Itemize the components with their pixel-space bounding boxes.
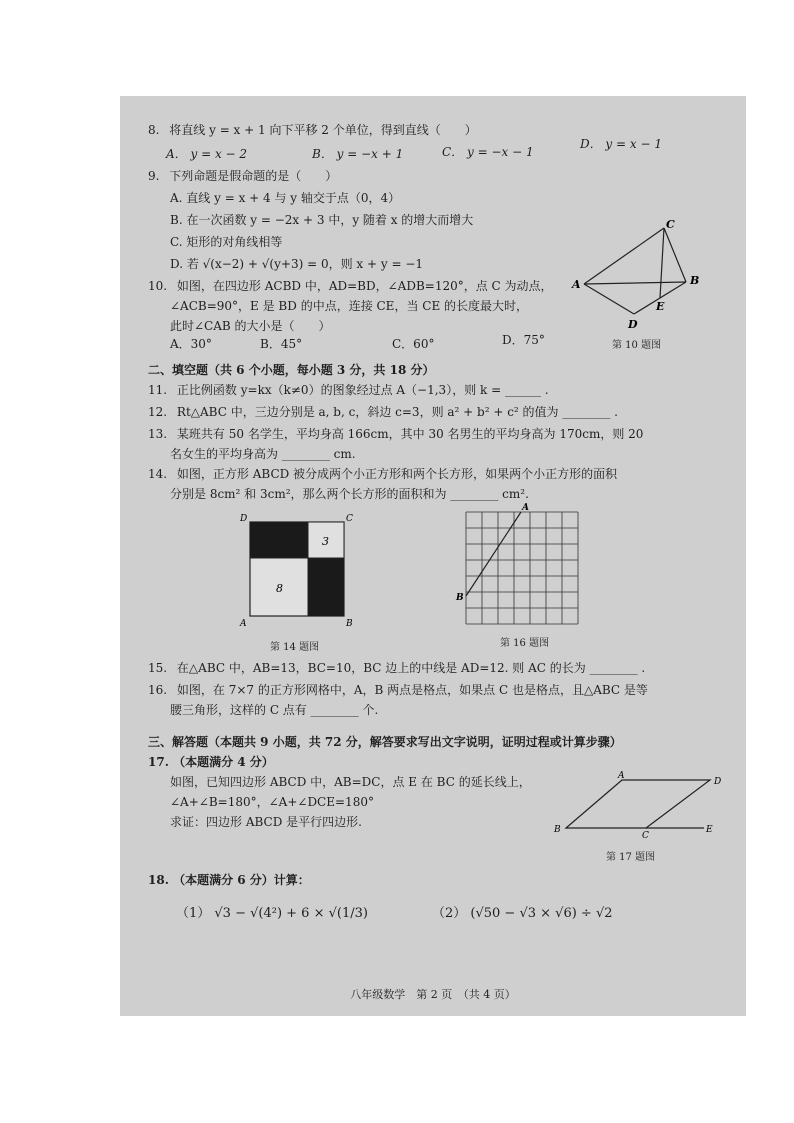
q10-number: 10. bbox=[148, 279, 168, 293]
q10-option-b: B．45° bbox=[260, 337, 303, 351]
q16-label-b: B bbox=[456, 593, 464, 603]
q10-figure bbox=[566, 218, 706, 338]
q16-text-1: 如图，在 7×7 的正方形网格中，A，B 两点是格点，如果点 C 也是格点，且△ABC 是等 bbox=[176, 683, 648, 697]
q18-part2: （2） (√50 − √3 × √6) ÷ √2 bbox=[432, 906, 613, 921]
q17-line1: 如图，已知四边形 ABCD 中，AB=DC，点 E 在 BC 的延长线上， bbox=[170, 775, 531, 789]
q10-segment-cb bbox=[664, 228, 686, 282]
q10-option-c: C．60° bbox=[392, 337, 435, 351]
q8-text: 将直线 y = x + 1 向下平移 2 个单位，得到直线（ ） bbox=[169, 123, 477, 137]
q8-number: 8. bbox=[148, 123, 160, 137]
section-3-heading: 三、解答题（本题共 9 小题，共 72 分，解答要求写出文字说明，证明过程或计算步骤） bbox=[148, 735, 622, 749]
q13-line1 bbox=[148, 426, 643, 442]
q10-caption: 第 10 题图 bbox=[612, 340, 662, 351]
q8-option-b: B． y = −x + 1 bbox=[312, 147, 404, 161]
q14-label-c: C bbox=[346, 514, 353, 524]
q17-label-b: B bbox=[554, 825, 561, 835]
q16-caption: 第 16 题图 bbox=[500, 638, 550, 649]
q10-label-b: B bbox=[690, 274, 700, 287]
q8-option-a: A． y = x − 2 bbox=[166, 147, 248, 161]
q14-rectangle-top bbox=[250, 522, 308, 558]
q9-option-d: D. 若 √(x−2) + √(y+3) = 0，则 x + y = −1 bbox=[170, 257, 424, 271]
q10-label-d: D bbox=[628, 318, 638, 331]
q15-number: 15. bbox=[148, 661, 168, 675]
q10-label-c: C bbox=[666, 218, 675, 231]
q17-number: 17. bbox=[148, 755, 169, 769]
q17-heading bbox=[148, 754, 274, 770]
q17-figure bbox=[546, 768, 742, 840]
q16-line1 bbox=[148, 682, 648, 698]
q11-number: 11. bbox=[148, 383, 168, 397]
q14-text-1: 如图，正方形 ABCD 被分成两个小正方形和两个长方形，如果两个小正方形的面积 bbox=[176, 467, 618, 481]
q16-label-a: A bbox=[522, 503, 529, 513]
q9-option-c: C. 矩形的对角线相等 bbox=[170, 235, 283, 249]
q16-number: 16. bbox=[148, 683, 168, 697]
q10-line3: 此时∠CAB 的大小是（ ） bbox=[170, 319, 331, 333]
q17-label-a: A bbox=[618, 771, 625, 781]
q9-stem bbox=[148, 168, 337, 184]
q18-heading bbox=[148, 872, 310, 888]
q16-segment-ab bbox=[466, 512, 521, 596]
exam-page bbox=[120, 96, 746, 1016]
q8-option-d: D． y = x − 1 bbox=[580, 137, 662, 151]
q10-option-a: A．30° bbox=[170, 337, 212, 351]
q13-text-1: 某班共有 50 名学生，平均身高 166cm，其中 30 名男生的平均身高为 170cm，则 20 bbox=[176, 427, 644, 441]
section-2-heading: 二、填空题（共 6 个小题，每小题 3 分，共 18 分） bbox=[148, 363, 435, 377]
q10-line2: ∠ACB=90°，E 是 BD 的中点，连接 CE，当 CE 的长度最大时， bbox=[170, 299, 529, 313]
q12-number: 12. bbox=[148, 405, 168, 419]
q10-line1 bbox=[148, 278, 553, 294]
q17-line3: 求证：四边形 ABCD 是平行四边形. bbox=[170, 815, 362, 829]
q14-label-a: A bbox=[240, 619, 247, 628]
q10-segment-ad bbox=[584, 284, 634, 314]
q17-line2: ∠A+∠B=180°，∠A+∠DCE=180° bbox=[170, 795, 374, 809]
q14-number: 14. bbox=[148, 467, 168, 481]
q14-line2: 分别是 8cm² 和 3cm²，那么两个长方形的面积和为 ________ cm². bbox=[170, 487, 529, 501]
q17-parallelogram bbox=[566, 780, 710, 828]
q17-label-d: D bbox=[714, 777, 722, 787]
q17-label-e: E bbox=[706, 825, 713, 835]
q13-line2: 名女生的平均身高为 ________ cm. bbox=[170, 447, 356, 461]
q16-grid bbox=[466, 512, 578, 624]
q14-rectangle-right bbox=[308, 558, 344, 616]
q15 bbox=[148, 660, 645, 676]
q9-option-a: A. 直线 y = x + 4 与 y 轴交于点（0，4） bbox=[170, 191, 401, 205]
q15-text: 在△ABC 中，AB=13，BC=10，BC 边上的中线是 AD=12. 则 AC 的长为 ________ . bbox=[176, 661, 646, 675]
q18-score: （本题满分 6 分）计算： bbox=[173, 873, 310, 887]
q17-score: （本题满分 4 分） bbox=[173, 755, 274, 769]
q14-label-d: D bbox=[240, 514, 248, 524]
q12-text: Rt△ABC 中，三边分别是 a, b, c，斜边 c=3，则 a² + b² + c² 的值为 ________ . bbox=[176, 405, 618, 419]
q11 bbox=[148, 382, 549, 398]
q9-option-b: B. 在一次函数 y = −2x + 3 中，y 随着 x 的增大而增大 bbox=[170, 213, 474, 227]
q18-number: 18. bbox=[148, 873, 169, 887]
q10-segment-ac bbox=[584, 228, 664, 284]
q10-label-a: A bbox=[572, 278, 581, 291]
q8-stem bbox=[148, 122, 477, 138]
q14-label-b: B bbox=[346, 619, 353, 628]
q13-number: 13. bbox=[148, 427, 168, 441]
q14-area-big: 8 bbox=[276, 582, 283, 595]
q10-label-e: E bbox=[656, 300, 665, 313]
q8-option-c: C． y = −x − 1 bbox=[442, 145, 534, 159]
q14-area-small: 3 bbox=[322, 535, 329, 548]
q14-line1 bbox=[148, 466, 617, 482]
q9-number: 9. bbox=[148, 169, 160, 183]
q10-option-d: D．75° bbox=[502, 333, 545, 347]
q17-label-c: C bbox=[642, 831, 649, 840]
page-footer: 八年级数学 第 2 页 （共 4 页） bbox=[350, 988, 516, 1001]
q10-segment-ce bbox=[660, 228, 664, 298]
q18-part1: （1） √3 − √(4²) + 6 × √(1/3) bbox=[176, 906, 368, 921]
q12 bbox=[148, 404, 618, 420]
q17-caption: 第 17 题图 bbox=[606, 852, 656, 863]
q16-line2: 腰三角形，这样的 C 点有 ________ 个. bbox=[170, 703, 379, 717]
q10-segment-ab bbox=[584, 282, 686, 284]
q11-text: 正比例函数 y=kx（k≠0）的图象经过点 A（−1,3），则 k = ______ . bbox=[176, 383, 549, 397]
q9-text: 下列命题是假命题的是（ ） bbox=[169, 169, 338, 183]
q14-caption: 第 14 题图 bbox=[270, 642, 320, 653]
q16-grid-figure bbox=[452, 500, 590, 632]
q10-text-1: 如图，在四边形 ACBD 中，AD=BD，∠ADB=120°，点 C 为动点， bbox=[176, 279, 553, 293]
q14-figure bbox=[238, 510, 364, 628]
